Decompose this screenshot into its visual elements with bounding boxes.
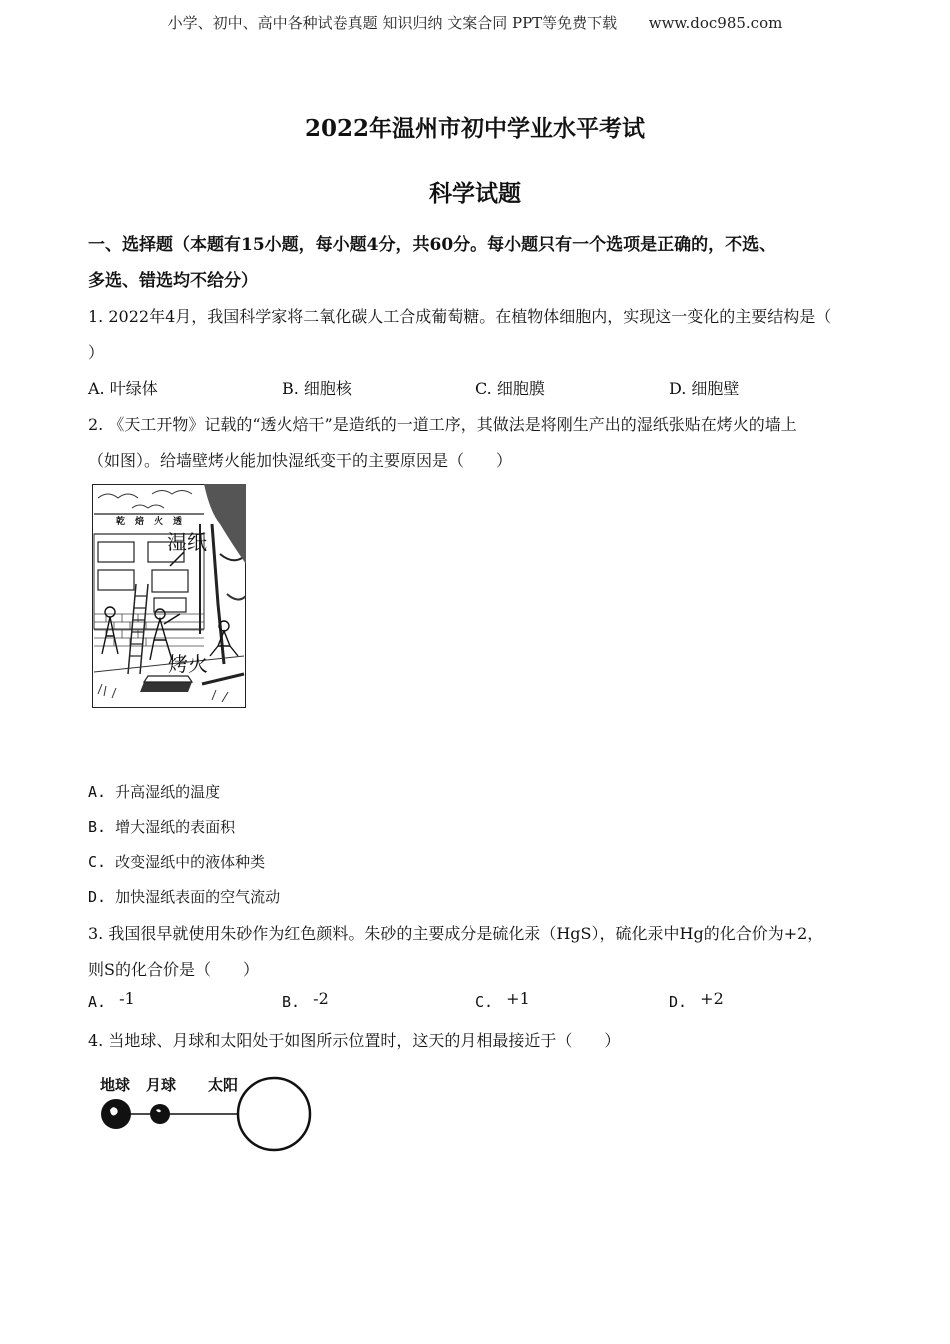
- woodcut-figure: [92, 484, 246, 708]
- section-heading-line1: 一、选择题（本题有15小题，每小题4分，共60分。每小题只有一个选项是正确的，不选、: [88, 235, 777, 255]
- q3-option-a: [88, 989, 135, 1011]
- header-site: www.doc985.com: [648, 14, 783, 32]
- q2-stem-line2: （如图）。给墙壁烤火能加快湿纸变干的主要原因是（ ）: [88, 451, 513, 470]
- q2-option-b: B. 增大湿纸的表面积: [88, 818, 236, 836]
- q2-option-d: D. 加快湿纸表面的空气流动: [88, 888, 281, 906]
- q3-stem-line2: 则S的化合价是（ ）: [88, 960, 259, 979]
- sun-label: 太阳: [208, 1076, 239, 1094]
- q1-option-c: C. 细胞膜: [475, 379, 545, 398]
- q3-stem-line1: 3. 我国很早就使用朱砂作为红色颜料。朱砂的主要成分是硫化汞（HgS），硫化汞中Hg的化合价为+2，: [88, 924, 824, 943]
- header-text: 小学、初中、高中各种试卷真题 知识归纳 文案合同 PPT等免费下载: [167, 14, 618, 32]
- q1-stem-line2: ）: [88, 343, 105, 362]
- q3-option-c: [475, 989, 530, 1011]
- moon-label: 月球: [146, 1076, 177, 1094]
- q3-option-c-letter: C.: [475, 993, 494, 1011]
- q3-option-c-value: +1: [506, 989, 530, 1008]
- exam-title: 2022年温州市初中学业水平考试: [304, 115, 645, 142]
- q2-option-c: C. 改变湿纸中的液体种类: [88, 853, 266, 871]
- label-wet-paper: 湿纸: [167, 530, 207, 554]
- q3-option-b-letter: B.: [282, 993, 301, 1011]
- q3-option-d-value: +2: [700, 989, 724, 1008]
- earth-label: 地球: [100, 1076, 131, 1094]
- q3-option-b: [282, 989, 329, 1011]
- q2-stem-line1: 2. 《天工开物》记载的“透火焙干”是造纸的一道工序，其做法是将刚生产出的湿纸张贴在烤火的墙上: [88, 415, 797, 434]
- section-heading-line2: 多选、错选均不给分）: [88, 271, 258, 291]
- moon-circle: [150, 1104, 170, 1124]
- q1-stem-line1: 1. 2022年4月，我国科学家将二氧化碳人工合成葡萄糖。在植物体细胞内，实现这一变化的主要结构是（: [88, 307, 832, 326]
- q3-option-d: [669, 989, 724, 1011]
- q3-option-b-value: -2: [313, 989, 329, 1008]
- q3-option-a-letter: A.: [88, 993, 107, 1011]
- earth-moon-sun-diagram: [96, 1070, 318, 1160]
- sun-circle: [238, 1078, 310, 1150]
- q2-option-a: A. 升高湿纸的温度: [88, 783, 221, 801]
- q1-option-b: B. 细胞核: [282, 379, 352, 398]
- q1-option-a: A. 叶绿体: [88, 379, 158, 398]
- page-header: [0, 12, 950, 33]
- figure-inscription: 乾焙火透: [116, 517, 193, 527]
- q3-option-a-value: -1: [119, 989, 135, 1008]
- q3-option-d-letter: D.: [669, 993, 688, 1011]
- q4-stem-line1: 4. 当地球、月球和太阳处于如图所示位置时，这天的月相最接近于（ ）: [88, 1031, 621, 1050]
- q1-option-d: D. 细胞壁: [669, 379, 740, 398]
- exam-subtitle: 科学试题: [429, 180, 521, 207]
- label-fire: 烤火: [168, 652, 208, 676]
